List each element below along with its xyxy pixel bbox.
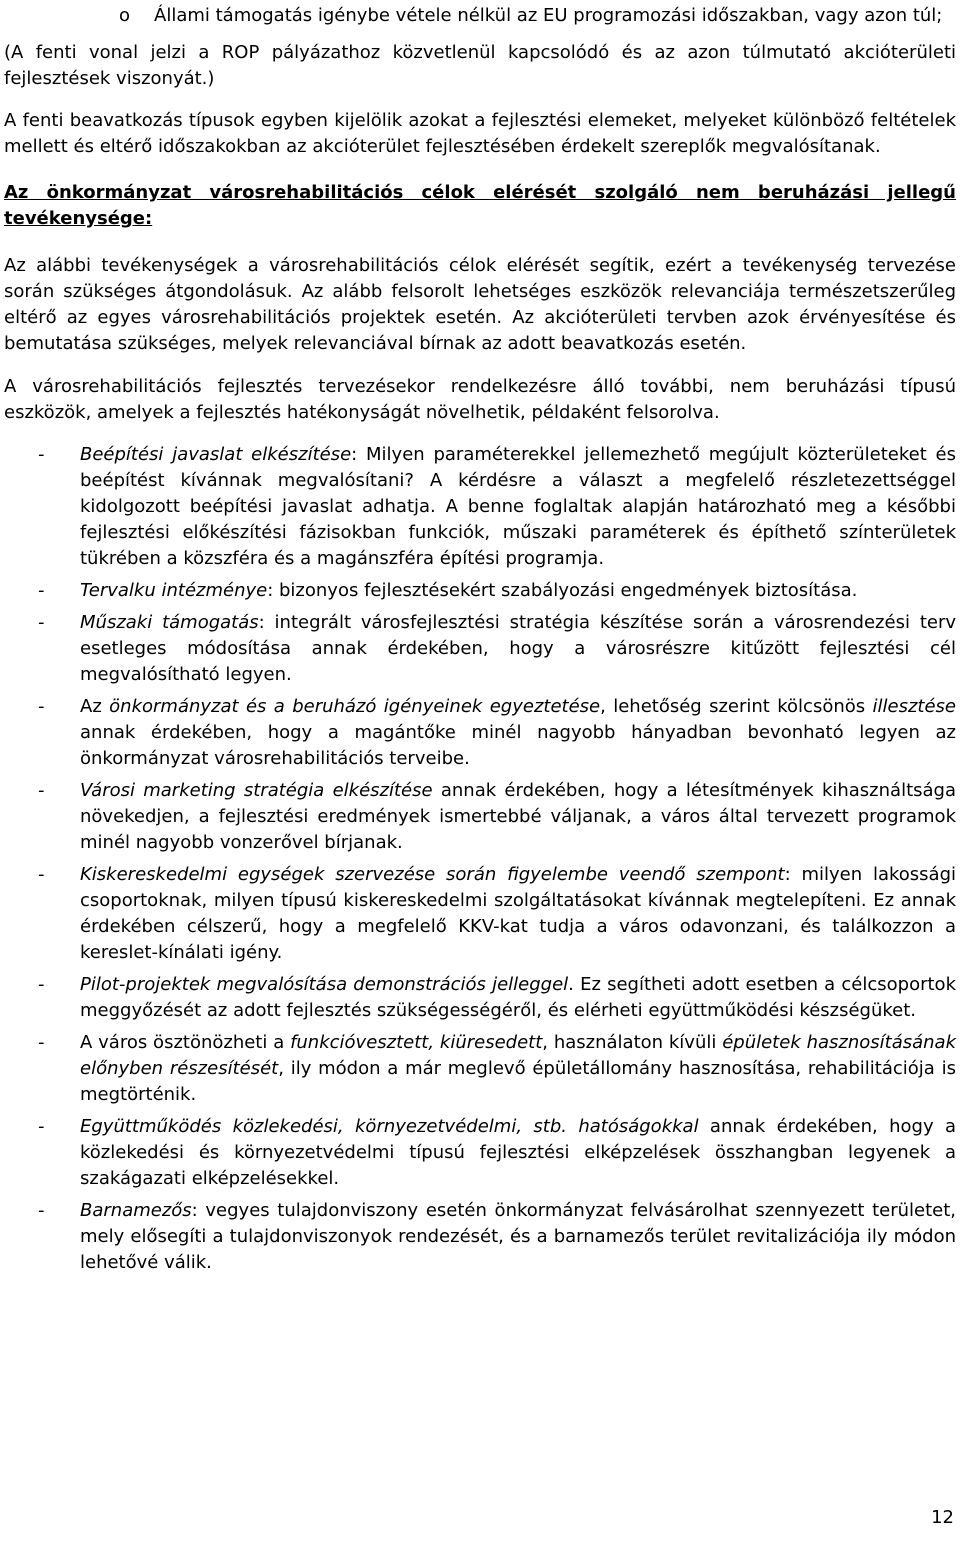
list-item-text: [80, 1198, 956, 1276]
plain-text: : vegyes tulajdonviszony esetén önkormányzat felvásárolhat szennyezett területet, mely elősegíti a tulajdonviszonyok rendezését, és a barnamezős terület revitalizációja ily módon lehetővé válik.: [80, 1200, 956, 1273]
plain-text: annak érdekében, hogy a létesítmények kihasználtsága növekedjen, a fejlesztési eredmények ismertebbé váljanak, a város által tervezett programok minél nagyobb vonzerővel bírjanak.: [80, 780, 956, 853]
list-item: [4, 610, 956, 688]
list-item-text: [80, 1030, 956, 1108]
plain-text: annak érdekében, hogy a közlekedési és környezetvédelmi típusú fejlesztési elképzelések összhangban legyenek a szakágazati elképzelésekkel.: [80, 1116, 956, 1189]
dash-marker: -: [38, 1032, 45, 1053]
list-item: [4, 778, 956, 856]
plain-text: : milyen lakossági csoportoknak, milyen típusú kiskereskedelmi szolgáltatásokat kívánnak megtelepíteni. Ez annak érdekében célszerű, hogy a megfelelő KKV-kat tudja a város odavonzani, és találkozzon a kereslet-kínálati igény.: [80, 864, 956, 963]
tools-list: [4, 442, 956, 1276]
dash-marker: -: [38, 864, 45, 885]
dash-marker: -: [38, 444, 45, 465]
note-paragraph: (A fenti vonal jelzi a ROP pályázathoz közvetlenül kapcsolódó és az azon túlmutató akcióterületi fejlesztések viszonyát.): [4, 42, 956, 89]
dash-marker: -: [38, 780, 45, 801]
list-item-text: [80, 578, 956, 604]
list-item: [4, 1114, 956, 1192]
top-bullet-item: [4, 3, 956, 29]
dash-marker: -: [38, 696, 45, 717]
emphasized-text: Együttműködés közlekedési, környezetvédelmi, stb. hatóságokkal: [80, 1116, 699, 1137]
emphasized-text: illesztése: [872, 696, 957, 717]
plain-text: : bizonyos fejlesztésekért szabályozási engedmények biztosítása.: [267, 580, 858, 601]
emphasized-text: Beépítési javaslat elkészítése: [80, 444, 352, 465]
emphasized-text: Pilot-projektek megvalósítása demonstrációs jelleggel: [80, 974, 569, 995]
list-item: [4, 442, 956, 572]
plain-text: : Milyen paraméterekkel jellemezhető megújult közterületeket és beépítést kívánnak megvalósítani? A kérdésre a választ a megfelelő részletezettséggel kidolgozott beépítési javaslat adhatja. A benne foglaltak alapján határozható meg a későbbi fejlesztési előkészítési fázisokban funkciók, műszaki paraméterek és építhető színterületek tükrében a közszféra és a magánszféra építési programja.: [80, 444, 956, 569]
plain-text: A város ösztönözheti a: [80, 1032, 291, 1053]
list-item-text: [80, 862, 956, 966]
activities-paragraph: Az alábbi tevékenységek a városrehabilitációs célok elérését segítik, ezért a tevékenység tervezése során szükséges átgondolásuk. Az alább felsorolt lehetséges eszközök relevanciája természetszerűleg eltérő az egyes városrehabilitációs projektek esetén. Az akcióterületi tervben azok érvényesítése és bemutatása szükséges, melyek relevanciával bírnak az adott beavatkozás esetén.: [4, 255, 956, 354]
list-item-text: [80, 1114, 956, 1192]
emphasized-text: önkormányzat és a beruházó igényeinek egyeztetése: [109, 696, 601, 717]
list-item: [4, 1198, 956, 1276]
bullet-text: Állami támogatás igénybe vétele nélkül az EU programozási időszakban, vagy azon túl;: [154, 5, 943, 26]
dash-marker: -: [38, 580, 45, 601]
plain-text: , ily módon a már meglevő épületállomány hasznosítása, rehabilitációja is megtörténik.: [80, 1058, 956, 1105]
page-number: 12: [931, 1507, 954, 1528]
plain-text: . Ez segítheti adott esetben a célcsoportok meggyőzését az adott fejlesztés szükségességéről, és elérheti együttműködési készségüket.: [80, 974, 956, 1021]
document-page: [4, 3, 956, 1282]
emphasized-text: épületek hasznosításának előnyben részesítését: [80, 1032, 956, 1079]
list-item: [4, 972, 956, 1024]
emphasized-text: Barnamezős: [80, 1200, 192, 1221]
list-item-text: [80, 694, 956, 772]
bullet-marker: o: [119, 5, 131, 26]
list-item-text: [80, 610, 956, 688]
emphasized-text: Műszaki támogatás: [80, 612, 259, 633]
plain-text: Az: [80, 696, 110, 717]
emphasized-text: Kiskereskedelmi egységek szervezése során figyelembe veendő szempont: [80, 864, 785, 885]
intervention-paragraph: A fenti beavatkozás típusok egyben kijelölik azokat a fejlesztési elemeket, melyeket különböző feltételek mellett és eltérő időszakokban az akcióterület fejlesztésében érdekelt szereplők megvalósítanak.: [4, 110, 956, 157]
section-heading: Az önkormányzat városrehabilitációs célok elérését szolgáló nem beruházási jellegű tevékenysége:: [4, 182, 956, 229]
list-item: [4, 694, 956, 772]
tools-paragraph: A városrehabilitációs fejlesztés tervezésekor rendelkezésre álló további, nem beruházási típusú eszközök, amelyek a fejlesztés hatékonyságát növelhetik, példaként felsorolva.: [4, 376, 956, 423]
list-item: [4, 578, 956, 604]
list-item-text: [80, 442, 956, 572]
dash-marker: -: [38, 1116, 45, 1137]
list-item-text: [80, 972, 956, 1024]
emphasized-text: funkcióvesztett, kiüresedett: [290, 1032, 543, 1053]
plain-text: annak érdekében, hogy a magántőke minél nagyobb hányadban bevonható legyen az önkormányzat városrehabilitációs terveibe.: [80, 722, 956, 769]
list-item: [4, 1030, 956, 1108]
list-item: [4, 862, 956, 966]
plain-text: , lehetőség szerint kölcsönös: [600, 696, 873, 717]
emphasized-text: Városi marketing stratégia elkészítése: [80, 780, 433, 801]
dash-marker: -: [38, 612, 45, 633]
dash-marker: -: [38, 974, 45, 995]
dash-marker: -: [38, 1200, 45, 1221]
list-item-text: [80, 778, 956, 856]
plain-text: : integrált városfejlesztési stratégia készítése során a városrendezési terv esetleges módosítása annak érdekében, hogy a városrészre kitűzött fejlesztési cél megvalósítható legyen.: [80, 612, 956, 685]
emphasized-text: Tervalku intézménye: [80, 580, 268, 601]
plain-text: , használaton kívüli: [542, 1032, 723, 1053]
